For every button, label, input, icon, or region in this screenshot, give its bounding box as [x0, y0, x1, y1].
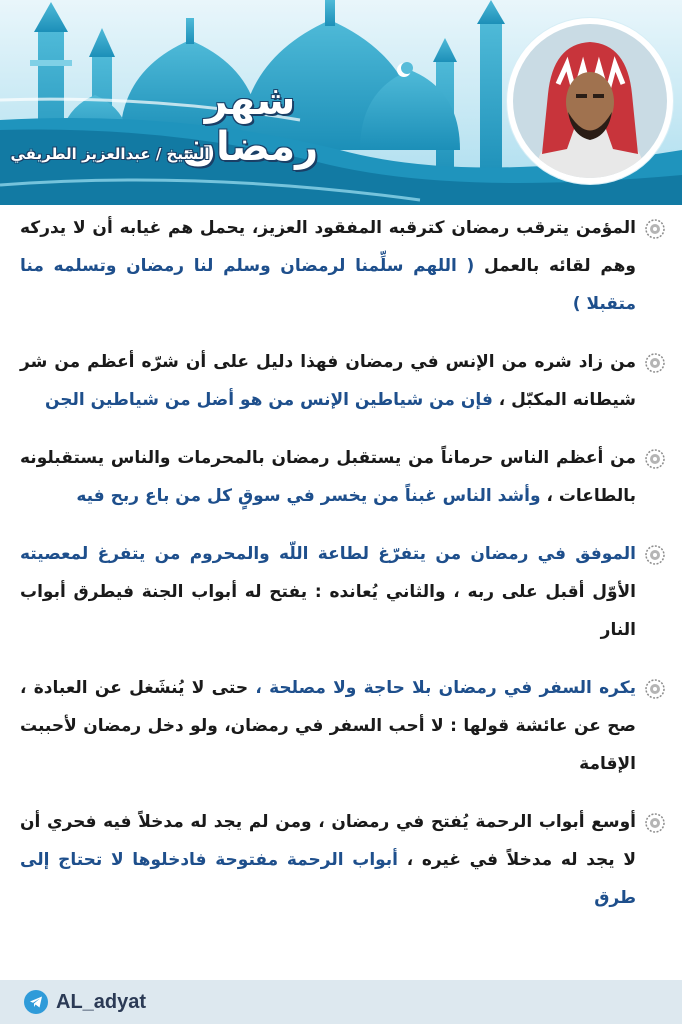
flower-bullet-icon — [642, 351, 668, 375]
quote-text — [20, 669, 636, 783]
footer-bar — [0, 980, 682, 1024]
flower-bullet-icon — [642, 677, 668, 701]
list-item — [20, 439, 668, 515]
list-item — [20, 209, 668, 323]
quote-text — [20, 209, 636, 323]
flower-bullet-icon — [642, 811, 668, 835]
portrait-image — [513, 24, 667, 178]
author-name: الشيخ / عبدالعزيز الطريفي — [10, 145, 210, 163]
quote-highlight: ( اللهم سلِّمنا لرمضان وسلم لنا رمضان وتسلمه منا متقبلا ) — [20, 256, 636, 314]
flower-bullet-icon — [642, 447, 668, 471]
quote-highlight: يكره السفر في رمضان بلا حاجة ولا مصلحة ، — [255, 678, 636, 698]
quote-highlight: وأشد الناس غبناً من يخسر في سوقٍ كل من باع ربح فيه — [76, 486, 541, 506]
telegram-icon[interactable] — [24, 990, 48, 1014]
quote-plain: أوسع أبواب الرحمة يُفتح في رمضان ، ومن لم يجد له مدخلاً فيه فحري أن لا يجد له مدخلاً في غيره ، — [20, 812, 636, 870]
telegram-handle[interactable]: AL_adyat — [56, 990, 147, 1013]
sheikh-portrait — [507, 18, 673, 184]
quote-tail: حتى لا يُنشَغل عن العبادة ، صح عن عائشة قولها : لا أحب السفر في رمضان، ولو دخل رمضان لأحببت الإقامة — [20, 678, 636, 774]
quote-highlight: فإن من شياطين الإنس من هو أضل من شياطين الجن — [44, 390, 493, 410]
quote-text — [20, 803, 636, 917]
quote-plain: المؤمن يترقب رمضان كترقبه المفقود العزيز، يحمل هم غيابه أن لا يدركه وهم لقائه بالعمل — [20, 218, 636, 276]
quote-tail: الأوّل أقبل على ربه ، والثاني يُعانده : يفتح له أبواب الجنة فيطرق أبواب النار — [20, 582, 636, 640]
page-title: شهر رمضان — [181, 78, 319, 170]
quote-highlight: أبواب الرحمة مفتوحة فادخلوها لا تحتاج إلى طرق — [20, 850, 636, 908]
flower-bullet-icon — [642, 543, 668, 567]
header-banner — [0, 0, 682, 205]
quote-plain: من زاد شره من الإنس في رمضان فهذا دليل على أن شرّه أعظم من شر شيطانه المكبّل ، — [20, 352, 636, 410]
quote-text — [20, 439, 636, 515]
list-item — [20, 343, 668, 419]
flower-bullet-icon — [642, 217, 668, 241]
quote-plain: من أعظم الناس حرماناً من يستقبل رمضان بالمحرمات والناس يستقبلونه بالطاعات ، — [20, 448, 636, 506]
quotes-list — [0, 205, 682, 980]
quote-text — [20, 343, 636, 419]
list-item — [20, 669, 668, 783]
quote-text — [20, 535, 636, 649]
list-item — [20, 535, 668, 649]
list-item — [20, 803, 668, 917]
quote-highlight: الموفق في رمضان من يتفرّغ لطاعة اللّه والمحروم من يتفرغ لمعصيته — [20, 544, 636, 564]
